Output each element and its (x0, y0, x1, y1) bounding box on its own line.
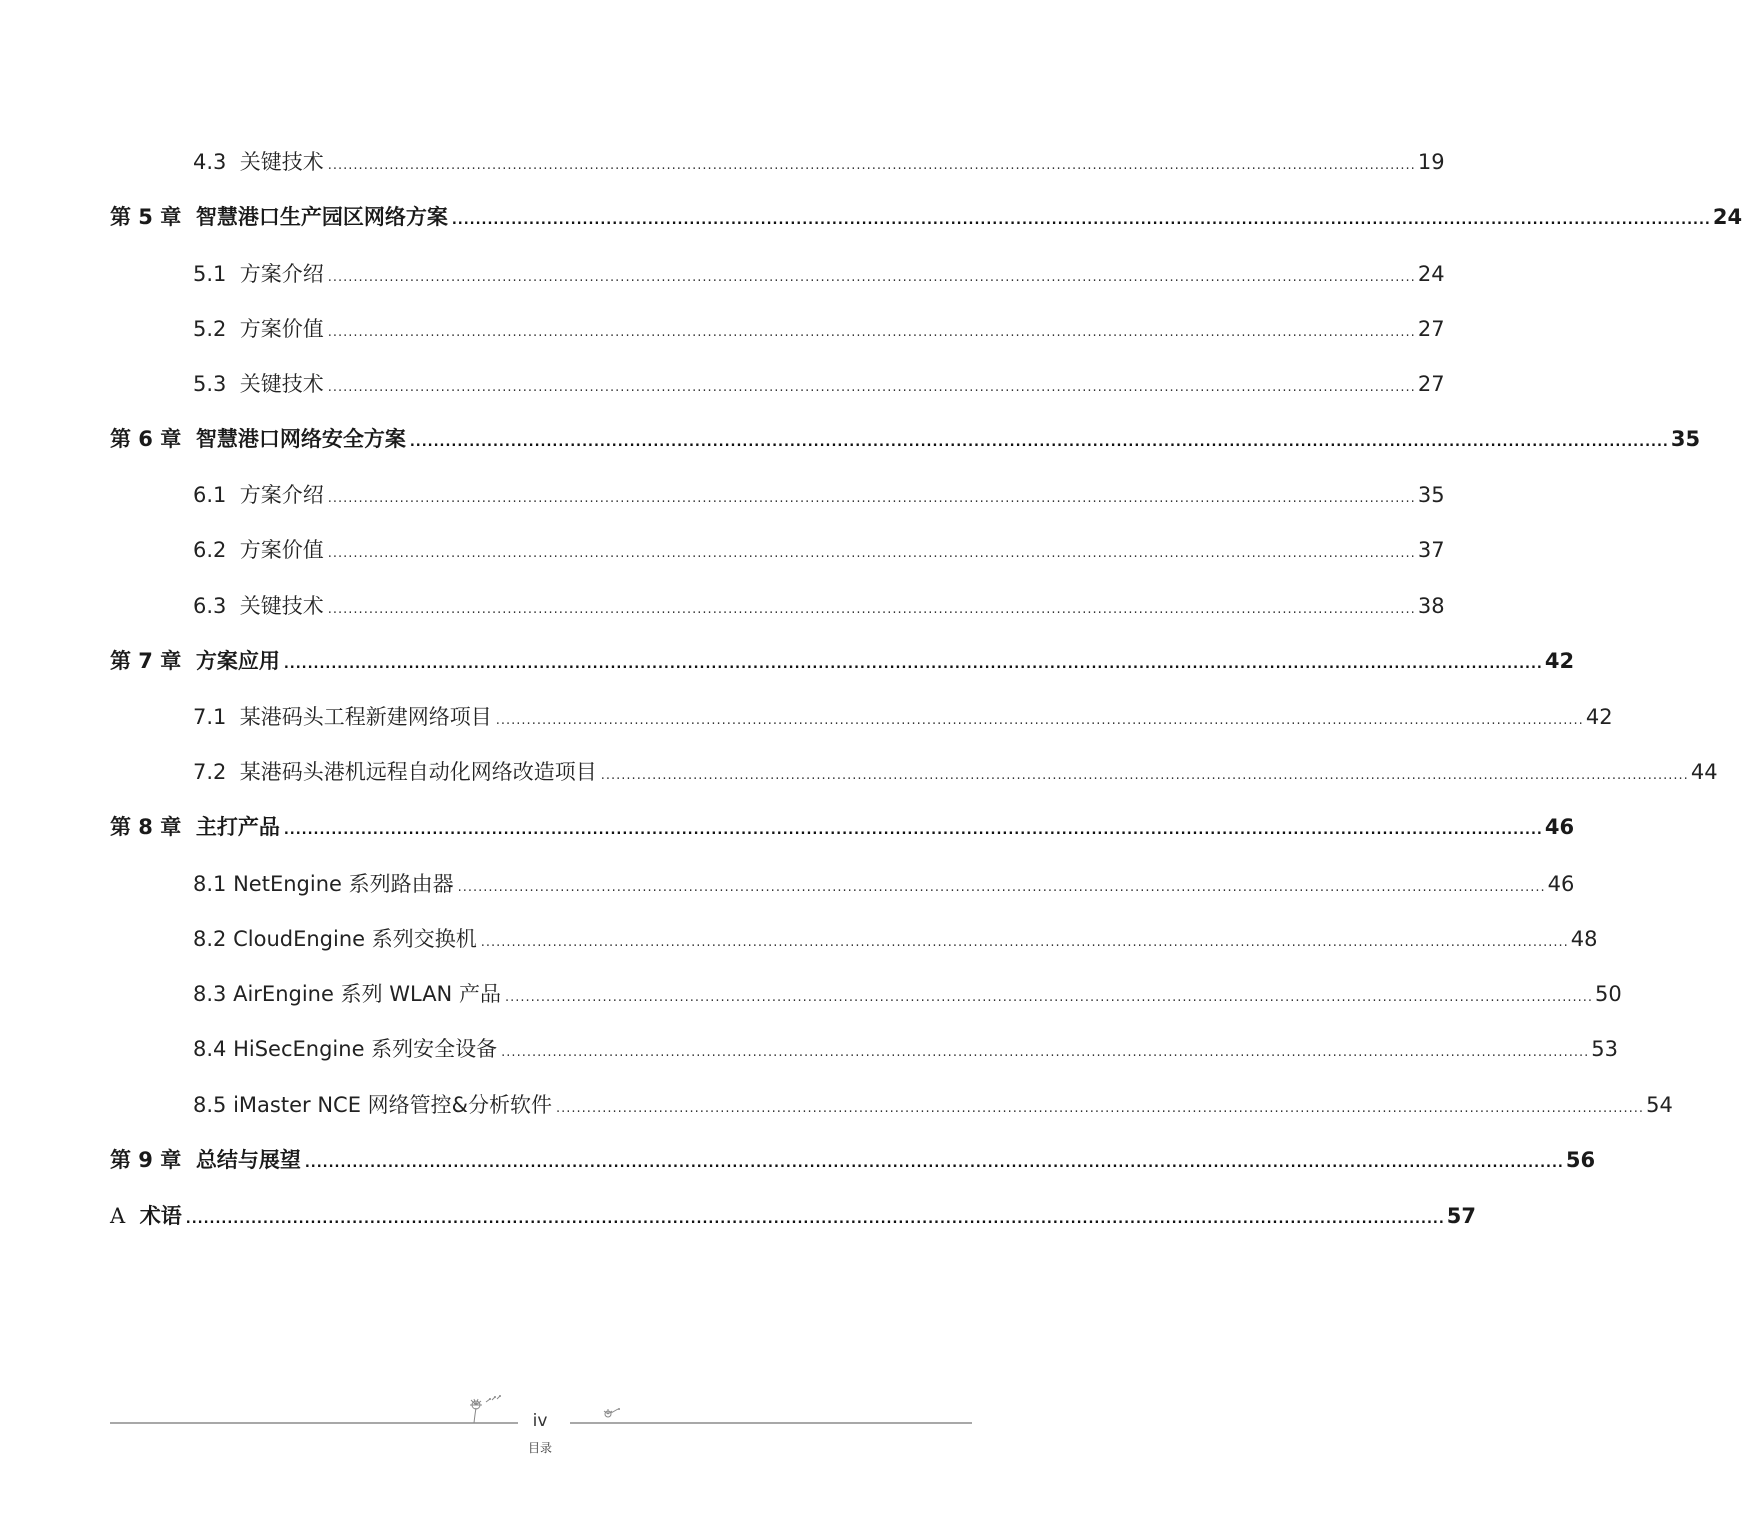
toc-entry-number: 5.2 (193, 317, 227, 341)
toc-entry-page: 37 (1417, 538, 1445, 562)
toc-entry-8-5[interactable] (193, 1088, 1673, 1122)
toc-entry-page: 53 (1591, 1037, 1618, 1061)
toc-entry-title: 智慧港口网络安全方案 (195, 427, 406, 451)
toc-entry-number: 第 7 章 (110, 649, 182, 673)
toc-entry-number: A (110, 1204, 126, 1228)
toc-entry-chapter-5[interactable] (110, 200, 1742, 234)
footer-rule-right (570, 1422, 972, 1424)
toc-leader-dots: .................................................................................................................................................................................................................... (283, 657, 1543, 672)
toc-leader-dots: .................................................................................................................................................................................................................... (327, 491, 1416, 506)
toc-entry-page: 46 (1544, 815, 1575, 839)
toc-entry-page: 44 (1690, 760, 1718, 784)
toc-entry-5-2[interactable] (193, 312, 1445, 346)
toc-entry-page: 46 (1547, 872, 1575, 896)
toc-leader-dots: .................................................................................................................................................................................................................... (495, 713, 1584, 728)
toc-entry-page: 24 (1417, 262, 1445, 286)
toc-entry-number: 8.3 (193, 982, 227, 1006)
toc-entry-number: 第 5 章 (110, 205, 182, 229)
toc-entry-page: 42 (1585, 705, 1613, 729)
toc-entry-number: 7.2 (193, 760, 227, 784)
toc-entry-title: 术语 (139, 1204, 182, 1228)
toc-leader-dots: .................................................................................................................................................................................................................... (409, 435, 1669, 450)
toc-leader-dots: .................................................................................................................................................................................................................... (185, 1212, 1445, 1227)
toc-entry-chapter-8[interactable] (110, 810, 1575, 844)
toc-entry-number: 第 8 章 (110, 815, 182, 839)
toc-leader-dots: .................................................................................................................................................................................................................... (304, 1156, 1564, 1171)
toc-entry-chapter-9[interactable] (110, 1143, 1596, 1177)
toc-entry-title: 主打产品 (195, 815, 280, 839)
toc-entry-title: 某港码头港机远程自动化网络改造项目 (239, 760, 597, 784)
toc-entry-title: 总结与展望 (195, 1148, 301, 1172)
toc-entry-number: 4.3 (193, 150, 227, 174)
toc-leader-dots: .................................................................................................................................................................................................................... (283, 823, 1543, 838)
toc-entry-page: 50 (1595, 982, 1622, 1006)
dandelion-icon (462, 1394, 506, 1424)
toc-entry-6-3[interactable] (193, 589, 1445, 623)
toc-entry-title: 方案应用 (195, 649, 280, 673)
toc-entry-7-1[interactable] (193, 700, 1613, 734)
toc-entry-page: 56 (1565, 1148, 1596, 1172)
toc-entry-chapter-7[interactable] (110, 644, 1575, 678)
toc-entry-number: 第 9 章 (110, 1148, 182, 1172)
toc-entry-title: 方案价值 (239, 317, 324, 341)
toc-leader-dots: .................................................................................................................................................................................................................... (504, 990, 1594, 1005)
toc-entry-page: 35 (1670, 427, 1701, 451)
toc-leader-dots: .................................................................................................................................................................................................................... (327, 158, 1416, 173)
toc-entry-page: 38 (1417, 594, 1445, 618)
toc-entry-7-2[interactable] (193, 755, 1718, 789)
toc-leader-dots: .................................................................................................................................................................................................................... (480, 935, 1569, 950)
toc-leader-dots: .................................................................................................................................................................................................................... (327, 546, 1416, 561)
toc-entry-appendix-a[interactable] (110, 1199, 1476, 1233)
toc-leader-dots: .................................................................................................................................................................................................................... (451, 213, 1711, 228)
toc-leader-dots: .................................................................................................................................................................................................................... (600, 768, 1689, 783)
toc-entry-title: 关键技术 (239, 372, 324, 396)
toc-entry-8-1[interactable] (193, 867, 1575, 901)
toc-entry-title: 方案价值 (239, 538, 324, 562)
toc-entry-number: 7.1 (193, 705, 227, 729)
toc-entry-page: 48 (1570, 927, 1598, 951)
toc-entry-number: 6.3 (193, 594, 227, 618)
toc-entry-title: 关键技术 (239, 150, 324, 174)
toc-leader-dots: .................................................................................................................................................................................................................... (327, 602, 1416, 617)
toc-leader-dots: .................................................................................................................................................................................................................... (327, 325, 1416, 340)
toc-entry-title: 方案介绍 (239, 483, 324, 507)
footer-rule-left (110, 1422, 518, 1424)
toc-leader-dots: .................................................................................................................................................................................................................... (556, 1101, 1645, 1116)
footer-page-number: iv (532, 1411, 548, 1431)
toc-entry-title: 关键技术 (239, 594, 324, 618)
toc-entry-4-3[interactable] (193, 145, 1445, 179)
toc-entry-page: 19 (1417, 150, 1445, 174)
toc-entry-page: 42 (1544, 649, 1575, 673)
toc-entry-title: 智慧港口生产园区网络方案 (195, 205, 448, 229)
toc-entry-number: 6.2 (193, 538, 227, 562)
toc-entry-number: 8.1 (193, 872, 227, 896)
toc-leader-dots: .................................................................................................................................................................................................................... (457, 880, 1546, 895)
toc-entry-number: 8.5 (193, 1093, 227, 1117)
toc-entry-number: 8.2 (193, 927, 227, 951)
toc-entry-chapter-6[interactable] (110, 422, 1701, 456)
toc-entry-8-4[interactable] (193, 1032, 1618, 1066)
toc-entry-8-3[interactable] (193, 977, 1622, 1011)
toc-entry-page: 24 (1712, 205, 1742, 229)
toc-entry-page: 54 (1646, 1093, 1673, 1117)
toc-entry-title: iMaster NCE 网络管控&分析软件 (233, 1093, 553, 1117)
footer-section-label: 目录 (527, 1441, 552, 1455)
toc-entry-title: HiSecEngine 系列安全设备 (233, 1037, 498, 1061)
toc-leader-dots: .................................................................................................................................................................................................................... (501, 1045, 1590, 1060)
toc-entry-title: NetEngine 系列路由器 (233, 872, 454, 896)
toc-entry-6-1[interactable] (193, 478, 1445, 512)
toc-entry-number: 第 6 章 (110, 427, 182, 451)
toc-leader-dots: .................................................................................................................................................................................................................... (327, 380, 1416, 395)
toc-entry-8-2[interactable] (193, 922, 1598, 956)
toc-entry-title: AirEngine 系列 WLAN 产品 (233, 982, 501, 1006)
toc-entry-page: 27 (1417, 317, 1445, 341)
toc-entry-page: 57 (1446, 1204, 1476, 1228)
toc-entry-page: 27 (1417, 372, 1445, 396)
toc-entry-page: 35 (1417, 483, 1445, 507)
toc-entry-5-1[interactable] (193, 257, 1445, 291)
toc-entry-title: 方案介绍 (239, 262, 324, 286)
dandelion-seed-icon (600, 1404, 624, 1422)
toc-entry-5-3[interactable] (193, 367, 1445, 401)
toc-entry-number: 8.4 (193, 1037, 227, 1061)
toc-leader-dots: .................................................................................................................................................................................................................... (327, 270, 1416, 285)
toc-entry-number: 5.3 (193, 372, 227, 396)
toc-entry-number: 5.1 (193, 262, 227, 286)
toc-entry-title: CloudEngine 系列交换机 (233, 927, 477, 951)
toc-entry-6-2[interactable] (193, 533, 1445, 567)
toc-entry-title: 某港码头工程新建网络项目 (239, 705, 492, 729)
toc-entry-number: 6.1 (193, 483, 227, 507)
